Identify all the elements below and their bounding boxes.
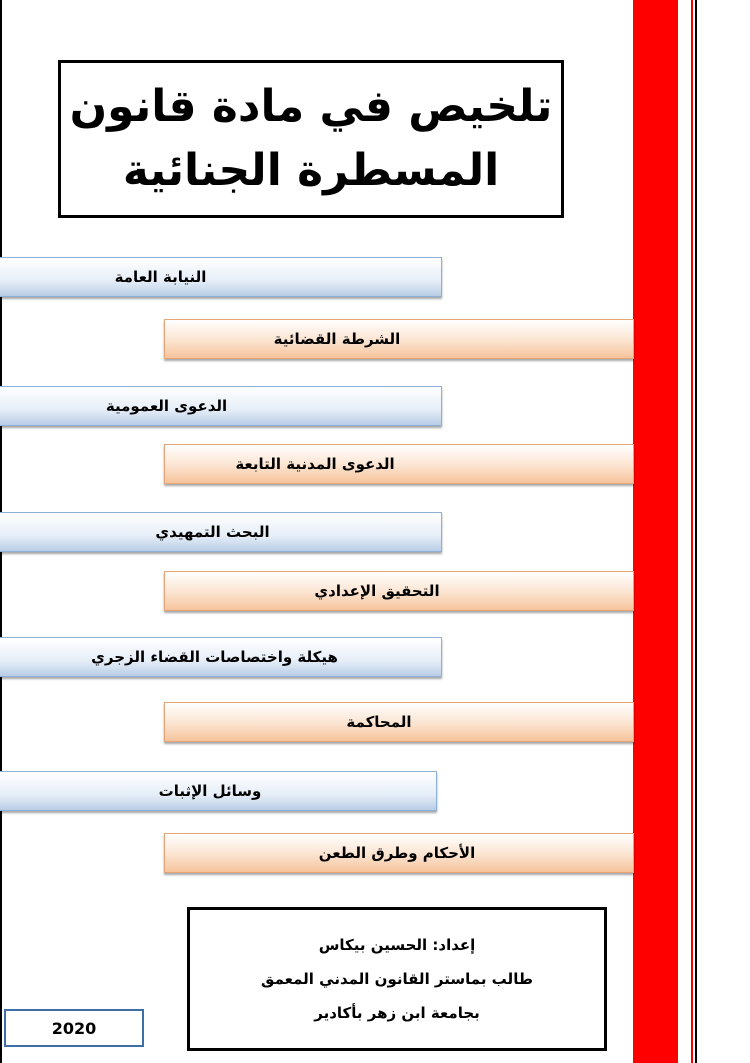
author-box xyxy=(187,907,607,1051)
topic-label: التحقيق الإعدادي xyxy=(314,582,440,600)
year-box xyxy=(4,1009,144,1047)
topic-penal-judiciary-structure[interactable] xyxy=(0,637,442,677)
topic-label: البحث التمهيدي xyxy=(155,523,270,541)
topic-judgments-and-appeals[interactable] xyxy=(164,833,634,873)
year: 2020 xyxy=(51,1018,97,1038)
title-line-1: تلخيص في مادة قانون xyxy=(69,81,553,132)
topic-label: هيكلة واختصاصات القضاء الزجري xyxy=(91,648,338,666)
topic-label: الأحكام وطرق الطعن xyxy=(318,844,476,862)
topic-label: الشرطة القضائية xyxy=(273,330,401,348)
topic-label: المحاكمة xyxy=(346,713,412,731)
topic-label: وسائل الإثبات xyxy=(158,782,262,800)
topic-means-of-proof[interactable] xyxy=(0,771,437,811)
topic-preparatory-investigation[interactable] xyxy=(164,571,634,611)
title-box xyxy=(58,60,564,218)
page-border-right xyxy=(695,0,697,1063)
side-bar-stripe xyxy=(678,0,691,1063)
topic-label: الدعوى المدنية التابعة xyxy=(235,455,395,473)
topic-judicial-police[interactable] xyxy=(164,319,634,359)
topic-label: النيابة العامة xyxy=(114,268,207,286)
topic-civil-action[interactable] xyxy=(164,444,634,484)
author-university: بجامعة ابن زهر بأكادير xyxy=(314,1004,480,1022)
topic-trial[interactable] xyxy=(164,702,634,742)
topic-label: الدعوى العمومية xyxy=(105,397,228,415)
topic-public-action[interactable] xyxy=(0,386,442,426)
topic-public-prosecution[interactable] xyxy=(0,257,442,297)
title-line-2: المسطرة الجنائية xyxy=(122,145,500,196)
author-degree: طالب بماستر القانون المدني المعمق xyxy=(261,970,533,988)
topic-preliminary-investigation[interactable] xyxy=(0,512,442,552)
prepared-by: إعداد: الحسين بيكاس xyxy=(318,936,476,954)
